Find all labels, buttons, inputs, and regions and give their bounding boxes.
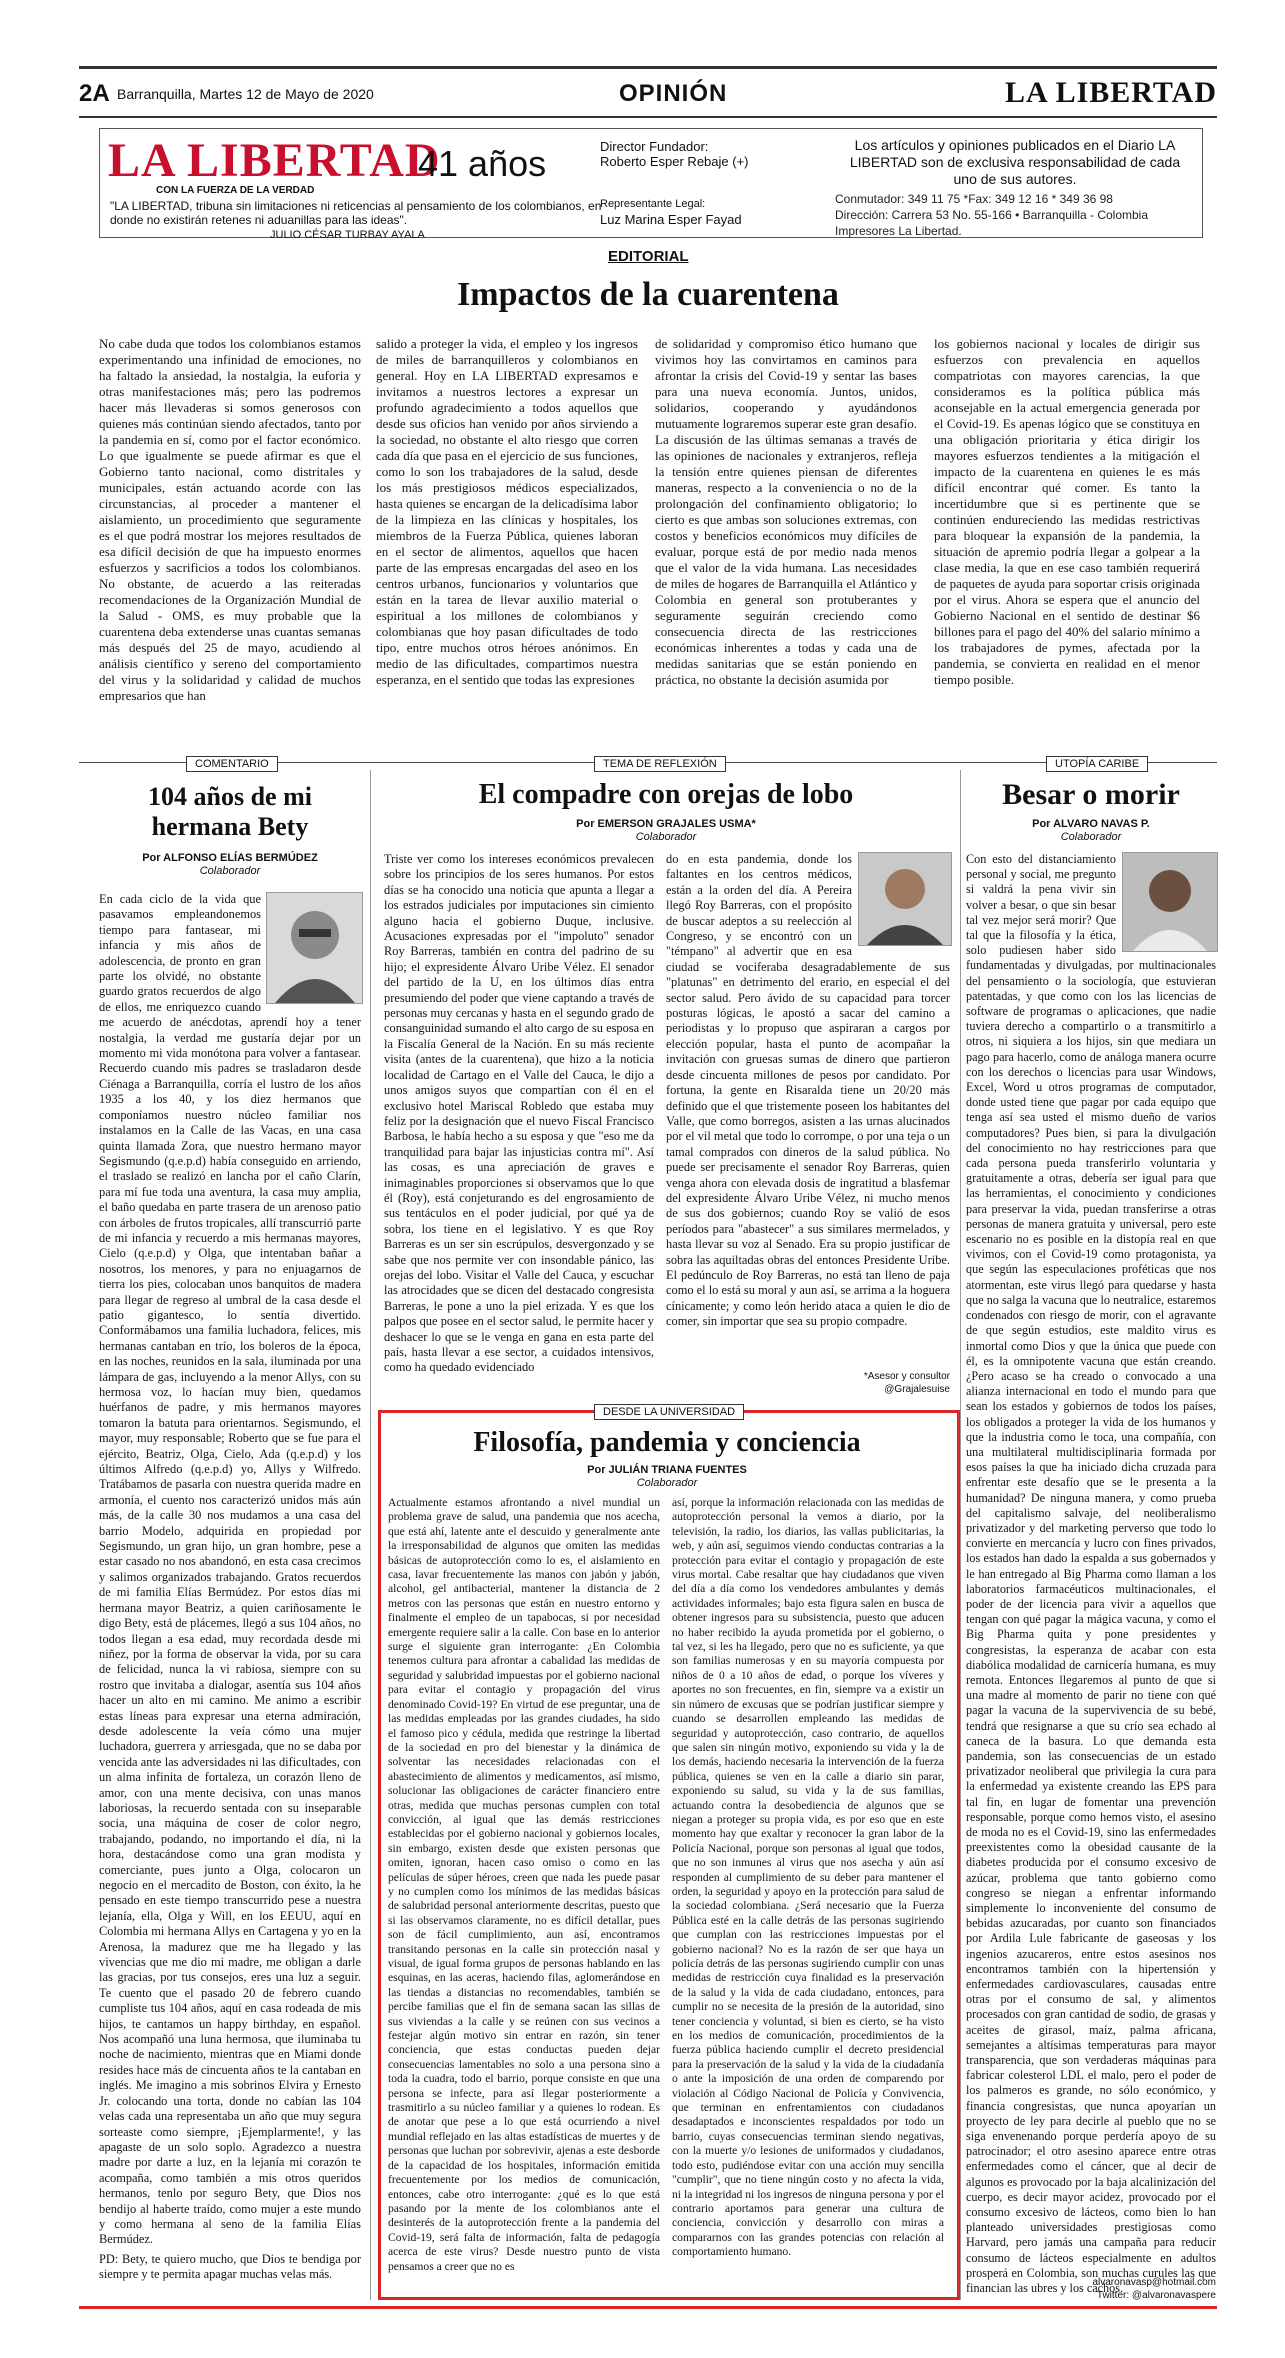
column-divider-left xyxy=(370,770,371,2300)
masthead-credits xyxy=(600,139,749,227)
universidad-byline: Por JULIÁN TRIANA FUENTES Colaborador xyxy=(587,1464,747,1489)
legal-label: Representante Legal: xyxy=(600,198,706,210)
masthead-tagline: CON LA FUERZA DE LA VERDAD xyxy=(156,185,315,196)
utopia-contact: alvaronavasp@hotmail.com Twitter: @alvaronavaspere xyxy=(1092,2277,1216,2301)
page-header xyxy=(79,68,1217,114)
comentario-title: 104 años de mi hermana Bety xyxy=(148,782,312,841)
reflexion-col-1: Triste ver como los intereses económicos prevalecen sobre los principios de los seres humanos. Por estos días se ha conocido una noticia que apunta a llegar a los estrados judiciales por imputaciones sin cimiento alguno hacia el gobierno Duque, inclusive. Acusaciones expresadas por el "impoluto" senador Roy Barreras, también en contra del padrino de su hijo; el expresidente Álvaro Uribe Vélez. El senador del partido de la U, en los últimos días entra presumiendo del poder que viene captando a través de personas muy cercanas y hasta en el segundo grado de consanguinidad sumando el alto cargo de su esposa en la Fiscalía General de la Nación. En su más reciente visita (antes de la cuarentena), que hizo a la noticia localidad de Cartago en el Valle del Cauca, le dijo a unos amigos suyos que compartían con él en el exclusivo hotel Mariscal Robledo que estaba muy feliz por la designación que el nuevo Fiscal Francisco Barbosa, le había hecho a su esposa y que "eso me da tranquilidad para bajar las injusticias contra mí". Así las cosas, es una apreciación de graves e inimaginables proporciones si observamos que lo que él (Roy), está conjeturando es del engrosamiento de sus tentáculos en el poder judicial, por qué ya de sobra, los tiene en el legislativo. Y es que Roy Barreras es un ser sin escrúpulos, desvergonzado y se sabe que nos permite ver con insondable pánico, las orejas del lobo. Visitar el Valle del Cauca, y escuchar las atrocidades que se dicen del destacado congresista Barreras, le pone a uno la piel erizada. Y es que los palpos que posee en el sector salud, le permite hacer y deshacer lo que se le venga en gana en esta parte del país, hasta llevar a ese sector, a cuidados intensivos, como ha quedado evidenciado xyxy=(384,852,654,1375)
editorial-col-1: No cabe duda que todos los colombianos estamos experimentando una infinidad de emociones, no ha faltado la ansiedad, la nostalgia, la euforia y otras manifestaciones más; pero las podremos hacer más llevaderas si somos generosos con quienes más continúan siendo afectados, tanto por la pandemia en sí, como por el factor económico. Lo que igualmente se puede afirmar es que el Gobierno tanto nacional, como distritales y municipales, están actuando acorde con las circunstancias, al proceder a mantener el aislamiento, un procedimiento que seguramente es el que podrá mostrar los mejores resultados de esa difícil decisión de que ha impuesto enormes esfuerzos y sacrificios a todos los colombianos. No obstante, de acuerdo a las reiteradas recomendaciones de la Organización Mundial de la Salud - OMS, es muy probable que la cuarentena deba extenderse unas cuantas semanas más después del 25 de mayo, acudiendo al análisis científico y sereno del comportamiento del virus y la solidaridad y calidad de muchos empresarios que han xyxy=(99,336,361,703)
reflexion-col-2: do en esta pandemia, donde los faltantes en los centros médicos, están a la orden del día. A Pereira llegó Roy Barreras, con el propósito de buscar adeptos a su reelección al Congreso, y se encontró con un "témpano" al advertir que en esa ciudad se vociferaba desagradablemente de sus "platunas" en detrimento del erario, en especial el del sector salud. Pero ávido de su capacidad para torcer posturas lógicas, le apostó a sacar del camino a periodistas y lo propuso que aspiraran a cargos por elección popular, hasta el punto de acompañar la invitación con gruesas sumas de dinero que partieron desde cincuenta millones de pesos por candidato. Por fortuna, la gente en Risaralda tiene un 20/20 más definido que el que tristemente poseen los habitantes del Valle, que como borregos, asisten a las urnas alucinados por el vil metal que todo lo corrompe, o por una teja o un tamal comprados con dineros de la salud pública. No puede ser precisamente el senador Roy Barreras, quien venga ahora con elevada dosis de ingratitud a blasfemar del expresidente Álvaro Uribe Vélez, ni mucho menos de sus dos gobiernos; cuando Roy se valió de esos períodos para "abastecer" a sus similares mermelados, y hasta llevar su voz al Senado. Era su propio justificar de sobra las aquiltadas obras del entonces Presidente Uribe. El pedúnculo de Roy Barreras, no está tan lleno de paja como el lo está su moral y aun así, se arrima a la hoguera cínicamente; y como león herido ataca a quien le dio de comer, sin importar que sea su propio compadre. xyxy=(666,852,950,1329)
utopia-byline: Por ALVARO NAVAS P. Colaborador xyxy=(1032,818,1150,843)
director-name: Roberto Esper Rebaje (+) xyxy=(600,154,749,169)
footer-red-rule xyxy=(79,2306,1217,2309)
masthead-quote-author: JULIO CÉSAR TURBAY AYALA xyxy=(270,229,425,241)
photo-spacer xyxy=(1116,852,1216,956)
editorial-col-2: salido a proteger la vida, el empleo y los ingresos de miles de barranquilleros y colombianos en general. Hoy en LA LIBERTAD expresamos e invitamos a nuestros lectores a expresar un profundo agradecimiento a todos aquellos que desde sus oficios han venido por años sirviendo a la sociedad, no obstante el alto riesgo que corren cada día que pasa en el ejercicio de sus funciones, como lo son los trabajadores de la salud, desde los más prestigiosos médicos especializados, hasta quienes se encargan de la delicadísima labor de la limpieza en las clínicas y hospitales, los miembros de la Fuerza Pública, quienes laboran en el sector de alimentos, aquellos que hacen parte de las empresas encargadas del aseo en los centros urbanos, funcionarios y voluntarios que están en la tarea de llevar auxilio material o espiritual a los millones de colombianos y colombianas que hoy pasan dificultades de todo tipo, entre muchos otros héroes anónimos. En medio de las dificultades, compartimos nuestra esperanza, en el sentido que todas las expresiones xyxy=(376,336,638,687)
photo-spacer xyxy=(261,892,361,1006)
address: Dirección: Carrera 53 No. 55-166 • Barranquilla - Colombia xyxy=(835,208,1149,222)
page-number: 2A xyxy=(79,80,110,107)
utopia-body: Con esto del distanciamiento personal y social, me pregunto si valdrá la pena vivir sin volver a besar, o que sin besar tal vez mejor será morir? Que tal que la filosofía y la ética, solo pudiesen haber sido fundamentadas y divulgadas, por multinacionales del pensamiento o la sociología, que estuvieran patentadas, y que como con los las licencias de software de programas o aplicaciones, que nadie tuviera derecho a compartirlo o a transmitirlo a otros, ni siquiera a los hijos, sin que mediara un pago para hacerlo, como de análoga manera ocurre con los derechos o licencias para usar Windows, Excel, Word u otros programas de computador, donde usted tiene que pagar por cada equipo que tenga así sea usted el mismo dueño de varios computadores? Pues bien, si para la divulgación del conocimiento no hay restricciones para que cada persona pueda transferirlo voluntaria y gratuitamente a otras, debería ser igual para que las herramientas, el conocimiento y condiciones para preservar la vida, puedan transferirse a otras personas de manera gratuita y universal, pero este escenario no es posible en la distopía real en que vivimos, con el Covid-19 como protagonista, ya que según las especulaciones proféticas que nos atormentan, este virus llegó para quedarse y hasta que no salga la vacuna que lo neutralice, estaremos condenados con riesgo de morir, con el agravante de que según estudios, este maldito virus es inmortal como Dios y que la única que puede con él, es la omnipotente vacuna que están creando. ¿Pero acaso se ha creado o convocado a una alianza internacional en todo el mundo para que sean los estados y gobiernos de todos los países, los obligados a proteger la vida de los humanos y que la industria como le toca, una compañía, con una multilateral multidisciplinaria formada por esos países la que ha iniciado dicha cruzada para enfrentar este desafío que se le presenta a la humanidad? De ninguna manera, y como prueba del capitalismo salvaje, del neoliberalismo privatizador y del marketing perverso que todo lo convierte en mercancía y lucro con fines privados, los estados han dado la espalda a sus gobernados y le han entregado al Big Pharma como llaman a los laboratorios farmacéuticos multinacionales, el poder de der licencia para vivir a aquellos que tengan con qué pagar la mágica vacuna, y como el Big Pharma quita y pone presidentes y congresistas, la esperanza de acabar con esta diabólica modalidad de carnicería humana, es muy remota. Entonces llegaremos al punto de que si una madre al momento de parir no tiene con qué pagar la vacuna de la supervivencia de su bebé, tendrá que resignarse a que su crío sea echado al caneca de la basura. Lo que demanda esta pandemia, son las consecuencias de un estado privatizador neoliberal que privilegia la cura para la enfermedad ya existente creando las EPS para tal fin, en lugar de fomentar una prevención responsable, porque como hemos visto, el asesino de moda no es el Covid-19, sino las enfermedades preexistentes como la obesidad causante de la diabetes producida por el consumo excesivo de azúcar, problema que tanto gobierno como congreso se niegan a enfrentar informando simplemente lo inconveniente del consumo de bebidas azucaradas, por cuanto son financiados por Ardila Lule fabricante de gaseosas y los ingenios azucareros, entre estos asesinos nos encontramos también con la hipertensión y enfermedades cardiovasculares, causadas entre otras por el consumo de sal, y alimentos procesados con gran cantidad de sodio, de grasas y aceites de girasol, maíz, palma africana, semejantes a altísimas temperaturas para mayor transparencia, que son verdaderas máquinas para fabricar colesterol LDL el malo, pero el poder de los palmeros es grande, no sólo económico, y financia congresistas, que nunca apoyarían un proyecto de ley para decirle al pueblo que no se siga envenenando porque perdería apoyo de su patrocinador; el otro asesino aparece entre otras enfermedades como el cáncer, que al decir de algunos es provocado por la baja alcalinización del cuerpo, es decir mayor acidez, provocado por el consumo excesivo de lácteos, como bien lo han planteado universidades prestigiosas como Harvard, pero jamás una campaña para reducir consumo de lácteos especialmente en adultos prosperá en Colombia, son muchas curules las que financian las ubres y los cachos. xyxy=(966,852,1216,2296)
section-title: OPINIÓN xyxy=(619,80,728,107)
editorial-col-3: de solidaridad y compromiso ético humano que vivimos hoy las convirtamos en caminos para afrontar la crisis del Covid-19 y sentar las bases para una nueva economía. Juntos, unidos, solidarios, cooperando y ayudándonos mutuamente lograremos superar este gran desafío. La discusión de las últimas semanas a través de las opiniones de nacionales y extranjeros, refleja la tensión entre quienes piensan de diferentes maneras, respecto a la conveniencia o no de la prolongación del confinamiento obligatorio; lo cierto es que ambas son soluciones extremas, con costos y beneficios económicos muy difíciles de evaluar, porque está de por medio nada menos que el valor de la vida humana. Las necesidades de miles de hogares de Barranquilla el Atlántico y Colombia en general son protuberantes y seguramente seguirán creciendo como consecuencia directa de las restricciones económicas inherentes a todas y cada una de medidas sanitarias que se están poniendo en práctica, no obstante la decisión asumida por xyxy=(655,336,917,687)
reflexion-tag: TEMA DE REFLEXIÓN xyxy=(594,756,726,772)
director-label: Director Fundador: xyxy=(600,139,709,154)
universidad-tag: DESDE LA UNIVERSIDAD xyxy=(594,1404,744,1420)
editorial-title: Impactos de la cuarentena xyxy=(457,276,839,313)
utopia-title: Besar o morir xyxy=(1002,778,1180,811)
reflexion-byline: Por EMERSON GRAJALES USMA* Colaborador xyxy=(576,818,756,843)
phones: Conmutador: 349 11 75 *Fax: 349 12 16 * 349 36 98 xyxy=(835,192,1113,206)
comentario-tag: COMENTARIO xyxy=(186,756,278,772)
masthead-disclaimer: Los artículos y opiniones publicados en el Diario LA LIBERTAD son de exclusiva responsabilidad de cada uno de sus autores. xyxy=(849,137,1181,187)
masthead-logo: LA LIBERTAD xyxy=(108,134,441,187)
editorial-kicker: EDITORIAL xyxy=(608,248,689,265)
masthead-contact xyxy=(835,191,1148,239)
legal-name: Luz Marina Esper Fayad xyxy=(600,212,742,227)
comentario-body: En cada ciclo de la vida que pasavamos empleandonemos tiempo para fantasear, mi infancia y mis años de adolescencia, de pronto en gran parte los olvidé, no obstante guardo gratos recuerdos de algo de ellos, me enriquezco cuando me acuerdo de anécdotas, aprendí hoy a tener nostalgia, la verdad me gustaría dejar por un momento mi vida monótona para volver a fantasear. Recuerdo cuando mis padres se trasladaron desde Ciénaga a Barranquilla, corría el lustro de los años 1935 a los 40, y los diez hermanos que componíamos nuestro núcleo familiar nos instalamos en la Calle de las Vacas, en una casa quinta llamada Zora, que nuestro hermano mayor Segismundo (q.e.p.d) había conseguido en arriendo, el traslado se realizó en lancha por el caño Clarín, para mí fue toda una aventura, la casa muy amplia, el baño quedaba en parte trasera de un arenoso patio con árboles de frutos tropicales, allí transcurrió parte de mi infancia y recuerdo a mis hermanas mayores, Cielo (q.e.p.d) y Olga, que intentaban bañar a nosotros, los menores, y para no enjuagarnos de tierra los pies, colocaban unos banquitos de madera para llegar de regreso al umbral de la casa desde el patio gigantesco, lo sentía divertido. Conformábamos una familia luchadora, felices, mis hermanas cantaban en trío, los boleros de la época, en las noches, reunidos en la sala, iluminada por una lámpara de gas, incluyendo a la menor Allys, con su hermosa voz, lo hacían muy bien, quedamos huérfanos de padre, y mis hermanos mayores tomaron la batuta para orientarnos. Segismundo, el mayor, muy responsable; Roberto que se fue para el ejército, Beatriz, Olga, Cielo, Ada (q.e.p.d) y los últimos Alfredo (q.e.p.d) yo, Allys y Wilfredo. Tratábamos de pasarla con nuestra querida madre en armonía, el cuento nos caracterizó unidos más aún más, de la calle 30 nos mudamos a una casa del barrio Modelo, adquirida en propiedad por Segismundo, un gran hijo, un gran hombre, pese a estar casado no nos abandonó, en esta casa crecimos y salimos organizados trabajando. Gratos recuerdos de mi familia Elías Bermúdez. Por estos días mi hermana mayor Beatriz, a quien cariñosamente le digo Bety, está de plácemes, llegó a sus 104 años, no todos llegan a esa edad, muy recordada desde mi niñez, por la forma de observar la vida, por su cara de felicidad, nunca la vi rabiosa, siempre con su rostro que invitaba a dialogar, asentía sus 104 años hacer un alto en mi camino. Me animo a escribir estas líneas para expresar una eterna admiración, desde adolescente la veía cómo una mujer luchadora, guerrera y arriesgada, que no se daba por vencida ante las adversidades ni las dificultades, con un alma infinita de fortaleza, un corazón lleno de amor, con una mente decisiva, con unas manos laboriosas, la recuerdo sentada con su inseparable socia, una máquina de coser de color negro, trabajando, podando, no importando el día, ni la hora, destacándose como una gran modista y comerciante, pues junto a Olga, colocaron un negocio en el mercadito de Boston, con éxito, la he pensado en este tiempo transcurrido pese a nuestra lejanía, ella, Olga y Will, en los EEUU, aquí en Colombia mi hermana Allys en Cartagena y yo en la Arenosa, la madurez que me ha llegado y las vivencias que me dio mi madre, me obligan a darle las gracias, por tus consejos, eres una luz a seguir. Te cuento que el pasado 20 de febrero cuando cumpliste tus 104 años, aquí en casa rodeada de mis hijos, te cantamos un happy birthday, en español. Nos acompañó una luna hermosa, que iluminaba tu noche de nacimiento, mientras que en Miami donde resides hace más de cincuenta años te la cantaban en inglés. Me imagino a mis sobrinos Elvira y Ernesto Jr. colocando una torta, donde no cabían las 104 velas cada una representaba un año que muy segura sorteaste como siempre, ¡Ejemplarmente!, y las apagaste de un solo soplo. Agradezco a nuestra madre por darte a luz, en la lejanía mi corazón te acompaña, como también a mis otros queridos hermanos, tenlo por seguro Bety, que Dios nos bendijo al haberte traído, como mujer a este mundo y como hermana al seno de la familia Elías Bermúdez. PD: Bety, te quiero mucho, que Dios te bendiga por siempre y te permita apagar muchas velas más. xyxy=(99,892,361,2282)
column-divider-right xyxy=(960,770,961,2300)
comentario-byline: Por ALFONSO ELÍAS BERMÚDEZ Colaborador xyxy=(142,852,318,877)
masthead-quote: "LA LIBERTAD, tribuna sin limitaciones ni reticencias al pensamiento de los colombianos, en donde no existirán retenes ni aduanillas para las ideas". xyxy=(110,199,602,227)
masthead-box xyxy=(99,128,1203,241)
anniversary-years: 41 años xyxy=(418,143,547,184)
paper-name: LA LIBERTAD xyxy=(1005,76,1217,109)
universidad-col-2: así, porque la información relacionada con las medidas de autoprotección personal la vemos a diario, por la televisión, la radio, los diarios, las vallas publicitarias, la web, y aún así, seguimos viendo conductas contrarias a la protección para evitar el contagio y propagación de este virus mortal. Cabe resaltar que hay ciudadanos que viven del día a día como los vendedores ambulantes y demás actividades informales; bajo esta figura salen en busca de obtener ingresos para su subsistencia, puesto que aducen no haber recibido la ayuda prometida por el gobierno, o tal vez, si les ha llegado, pero que no es suficiente, ya que son familias numerosas y en su mayoría compuesta por niños de 0 a 10 años de edad, o porque los víveres y aportes no son frecuentes, en fin, siempre va a existir un sin número de excusas que se podrían justificar siempre y cuando se desarrollen empleando las medidas de seguridad y autoprotección, caso contrario, de aquellos que salen sin ningún motivo, exponiendo su vida y la de los demás, haciendo necesaria la intervención de la fuerza pública, quienes se ven en la calle a diario sin parar, exponiendo su salud, su vida y la de sus familias, actuando contra la desobediencia de algunos que se niegan a proteger su propia vida, es por eso que en este momento hay que exaltar y reconocer la gran labor de la Policía Nacional, porque son personas al igual que todos, que no son inmunes al virus que nos asecha y aún así responden al cumplimiento de su deber para mantener el orden, la seguridad y apoyo en la protección para salud de la sociedad colombiana. ¿Será necesario que la Fuerza Pública esté en la calle detrás de las personas sugiriendo que cumplan con las restricciones impuestas por el gobierno nacional? No es la razón de ser que haya un policía detrás de las personas sugiriendo cumplir con unas medidas de restricción cuya finalidad es la preservación de la salud y la vida de cada ciudadano, entonces, para cumplir no se necesita de la presión de la autoridad, sino tener conciencia y voluntad, si bien es cierto, se ha visto en los medios de comunicación, procedimientos de la fuerza pública haciendo cumplir el decreto presidencial para la preservación de la salud y la vida de la ciudadanía o ante la imposición de una orden de comparendo por violación al Código Nacional de Policía y Convivencia, que terminan en enfrentamientos con ciudadanos desadaptados e inconscientes respaldados por todo un barrio, cuyas consecuencias terminan siendo negativas, con la muerte y/o lesiones de uniformados y ciudadanos, todo esto, pudiéndose evitar con una acción muy sencilla "cumplir", que no tiene ningún costo y no afecta la vida, ni la integridad ni los ingresos de ninguna persona y por el contrario aportamos para generar una cultura de conciencia, convicción y desarrollo con miras a compararnos con las grandes potencias con relación al comportamiento humano. xyxy=(672,1496,944,2259)
dateline: Barranquilla, Martes 12 de Mayo de 2020 xyxy=(117,86,374,102)
reflexion-footnote: *Asesor y consultor @Grajalesuise xyxy=(863,1371,950,1395)
photo-spacer xyxy=(852,852,950,948)
universidad-col-1: Actualmente estamos afrontando a nivel mundial un problema grave de salud, una pandemia que nos acecha, que está ahí, latente ante el descuido y generalmente ante la irresponsabilidad de algunos que omiten las medidas básicas de autoprotección como lo es, el aislamiento en casa, lavar frecuentemente las manos con jabón y jabón, alcohol, gel antibacterial, mantener la distancia de 2 metros con las personas que están en nuestro entorno y finalmente el empleo de un tapabocas, si por necesidad emergente requiere salir a la calle. Con base en lo anterior surge el siguiente gran interrogante: ¿En Colombia tenemos cultura para afrontar a cabalidad las medidas de seguridad y salubridad impuestas por el gobierno nacional para evitar el contagio y propagación del virus denominado Covid-19? En virtud de ese preguntar, una de las medidas empleadas por las grandes ciudades, ha sido el famoso pico y cédula, medida que restringe la libertad de la sociedad en pro del bienestar y la dinámica de solventar las necesidades relacionadas con el abastecimiento de alimentos y medicamentos, así mismo, solucionar las obligaciones de carácter financiero entre otras, medida que muchas personas cumplen con total convicción, al igual que las demás restricciones establecidas por el gobierno nacional y gobiernos locales, sin embargo, existen desde que existen personas que omiten, ignoran, hacen caso omiso o como en las películas de súper héroes, creen que nada les puede pasar y no cumplen como los mínimos de las medidas básicas de salubridad personal anteriormente descritas, puesto que si las observamos claramente, no es difícil detallar, pues son de fácil cumplimiento, aun así, encontramos transitando personas en la calle sin protección nasal y visual, de igual forma grupos de personas hablando en las esquinas, en las aceras, haciendo filas, aglomerándose en las tiendas a distancias no recomendables, también se percibe familias que el fin de semana sacan las sillas de sus viviendas a la calle y se reúnen con sus vecinos a festejar algún motivo sin entrar en razón, sin tener conciencia, que estas conductas pueden dejar consecuencias lamentables no solo a una persona sino a toda la cuadra, todo el barrio, porque consiste en que una persona se infecte, para así llegar posteriormente a trasmitirlo a su núcleo familiar y a quienes lo rodean. Es de anotar que pese a lo que está ocurriendo a nivel mundial reflejado en las altas estadísticas de muertes y de personas que luchan por sobrevivir, ajenas a este desborde de la capacidad de los hospitales, información emitida frecuentemente por los medios de comunicación, entonces, cabe otro interrogante: ¿qué es lo que está pasando por la mente de los colombianos ante el desinterés de la autoprotección frente a la pandemia del Covid-19, será falta de información, falta de pedagogía acerca de este virus? Desde nuestro punto de vista pensamos a creer que no es xyxy=(388,1496,660,2273)
utopia-tag: UTOPÍA CARIBE xyxy=(1046,756,1148,772)
printer: Impresores La Libertad. xyxy=(835,224,962,238)
universidad-title: Filosofía, pandemia y conciencia xyxy=(473,1427,861,1458)
reflexion-title: El compadre con orejas de lobo xyxy=(478,779,854,810)
editorial-col-4: los gobiernos nacional y locales de dirigir sus esfuerzos con prevalencia en aquellos compatriotas con mayores carencias, la que consideramos es la política pública más aconsejable en la actual emergencia generada por el Covid-19. Es apenas lógico que se constituya en una obligación prioritaria y ética dirigir los mayores esfuerzos tendientes a la mitigación el impacto de la cuarentena en quienes le es más difícil encontrar qué comer. Es tanto la incertidumbre que si es pertinente que se continúen endureciendo las medidas restrictivas para bloquear la expansión de la pandemia, la situación de apremio podría llegar a golpear a la clase media, la que en ese caso también requerirá de paquetes de ayuda para soportar crisis originada por el virus. Ahora se espera que el anuncio del Gobierno Nacional en el sentido de destinar $6 billones para el pago del 40% del salario mínimo a los trabajadores de pymes, afectada por la pandemia, se convierta en realidad en el menor tiempo posible. xyxy=(934,336,1200,687)
header-rule xyxy=(79,116,1217,118)
